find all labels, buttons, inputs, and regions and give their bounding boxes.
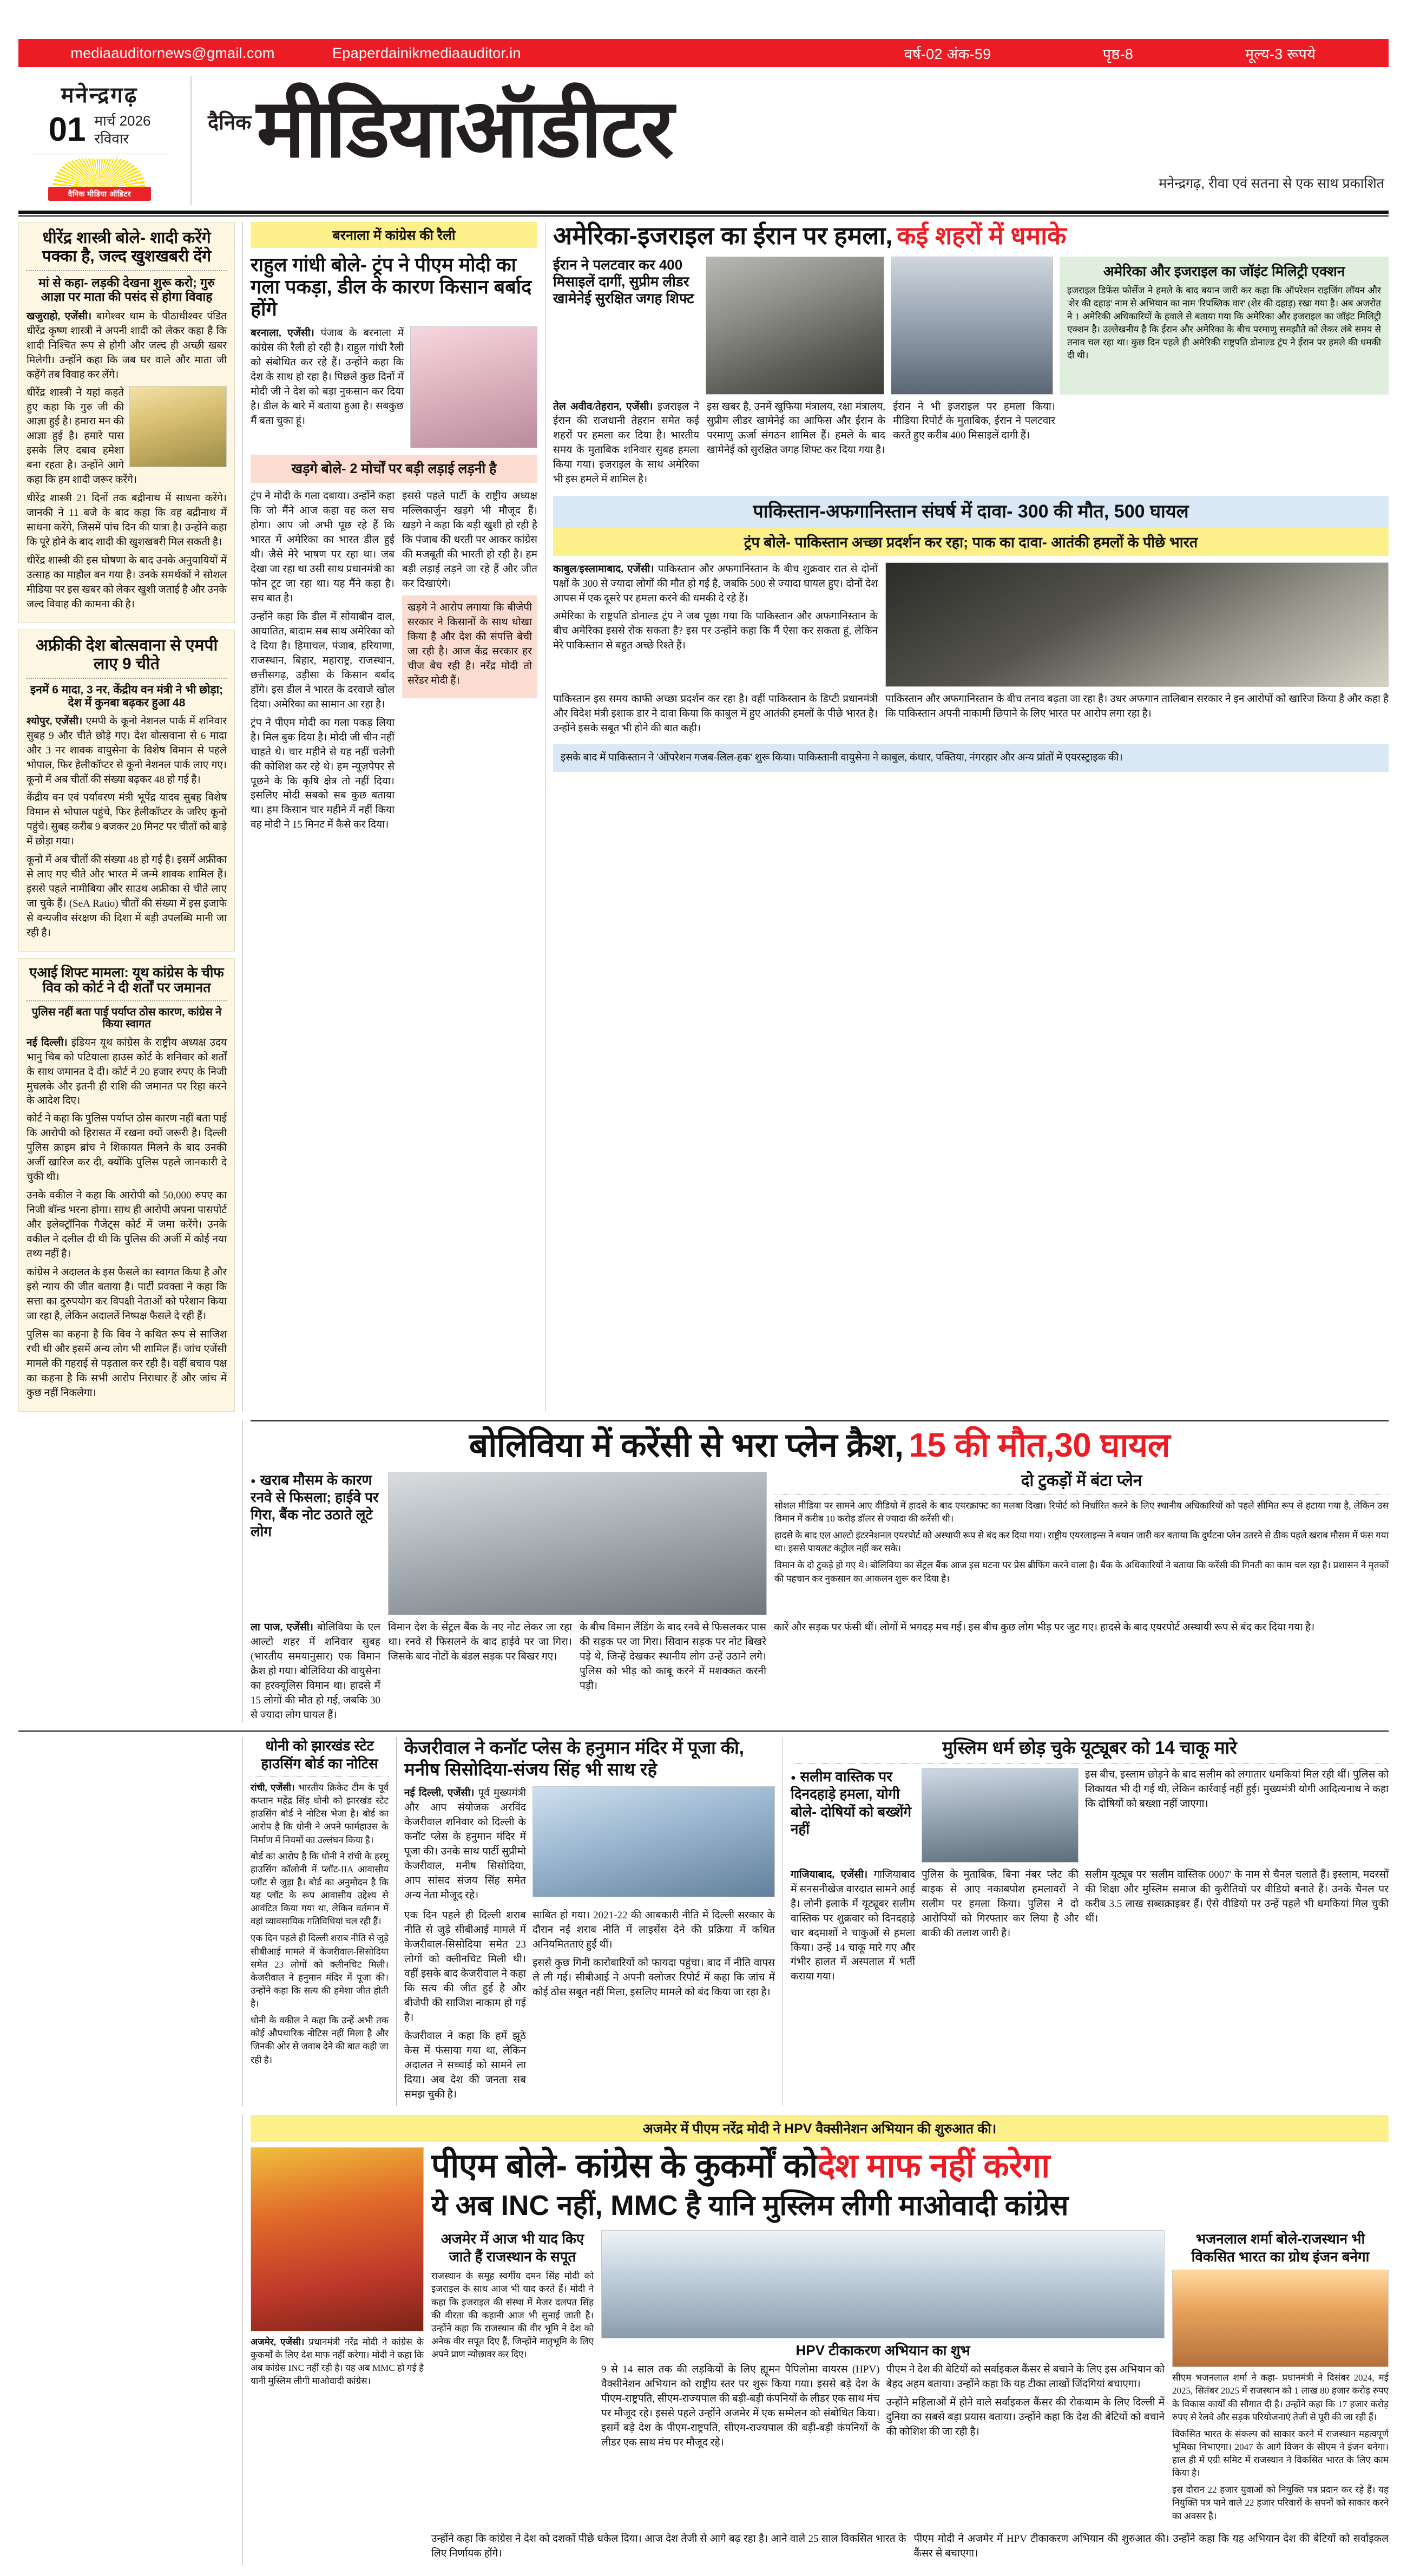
modi-sub1-headline: अजमेर में आज भी याद किए जाते हैं राजस्थान के सपूत — [440, 2231, 584, 2265]
iran-side-box — [1060, 257, 1389, 395]
pakistan-body-2: अमेरिका के राष्ट्रपति डोनाल्ड ट्रंप ने जब पूछा गया कि पाकिस्तान और अफगानिस्तान के बीच अमेरिका इससे रोक सकता है? इस पर उन्होंने कहा कि मैं ऐसा कर सकता हूं, लेकिन मेरे पाकिस्तान से बहुत अच्छे रिश्ते हैं। — [553, 611, 878, 652]
bolivia-story — [242, 1420, 1389, 1723]
newspaper-page — [0, 39, 1407, 2576]
youtuber-bullet: ● सलीम वास्तिक पर दिनदहाड़े हमला, योगी बोले- दोषियों को बख्शेंगे नहीं — [791, 1768, 915, 1838]
kejriwal-body: पूर्व मुख्यमंत्री और आप संयोजक अरविंद केजरीवाल शनिवार को दिल्ली के कनॉट प्लेस के हनुमान मंदिर में पूजा की। उनके साथ पार्टी सुप्रीमो केजरीवाल, मनीष सिसोदिया, आप सांसद संजय सिंह समेत अन्य नेता मौजूद रहे। — [404, 1787, 527, 1902]
dhoni-body-3: एक दिन पहले ही दिल्ली शराब नीति से जुड़े सीबीआई मामले में केजरीवाल-सिसोदिया समेत 23 लोगों को क्लीनचिट मिली। केजरीवाल ने हनुमान मंदिर में पूजा की। उन्होंने कहा कि सत्य की हमेशा जीत होती है। — [251, 1933, 389, 2009]
rahul-dateline: बरनाला, एजेंसी। — [251, 327, 314, 339]
cheetah-body-2: केंद्रीय वन एवं पर्यावरण मंत्री भूपेंद्र यादव सुबह विशेष विमान से भोपाल पहुंचे, फिर हेलीकॉप्टर के जरिए कूनो पहुंचे। सुबह करीब 9 बजकर 20 मिनट पर चीतों को बाड़े में छोड़ा गया। — [27, 792, 227, 848]
modi-dateline: अजमेर, एजेंसी। — [251, 2336, 305, 2347]
bhajanlal-sharma-photo — [1172, 2270, 1389, 2367]
pakistan-blast-photo — [885, 562, 1389, 687]
masthead-left — [18, 76, 192, 205]
kharge-headline: खड़गे बोले- 2 मोर्चों पर बड़ी लड़ाई लड़नी है — [291, 461, 497, 477]
rahul-kicker: बरनाला में कांग्रेस की रैली — [251, 222, 537, 248]
shastri-headline[interactable]: धीरेंद्र शास्त्री बोले- शादी करेंगे पक्का है, जल्द खुशखबरी देंगे — [42, 229, 212, 265]
modi-body-3: पीएम मोदी ने अजमेर में HPV टीकाकरण अभियान की शुरुआत की। उन्होंने कहा कि यह अभियान देश की बेटियों को सर्वाइकल कैंसर से बचाएगा। — [913, 2533, 1389, 2559]
pakistan-body: पाकिस्तान और अफगानिस्तान के बीच शुक्रवार रात से दोनों पक्षों के 300 से ज्यादा लोगों की मौत हो गई है, जबकि 500 से ज्यादा घायल हुए। दोनों देश आपस में एक दूसरे पर हमला करने की धमकी दे रहे हैं। — [553, 563, 878, 605]
shastri-photo — [129, 386, 227, 467]
bolivia-body-2: विमान देश के सेंट्रल बैंक के नए नोट लेकर जा रहा था। रनवे से फिसलने के बाद हाईवे पर जा गिरा। जिसके बाद नोटों के बंडल सड़क पर बिखर गए। — [388, 1622, 572, 1663]
left-sidebar-column — [18, 222, 235, 1412]
divider — [791, 1763, 1389, 1764]
bolivia-right-body: सोशल मीडिया पर सामने आए वीडियो में हादसे के बाद एयरक्राफ्ट का मलबा दिखा। रिपोर्ट को निर्धारित करने के लिए स्थानीय अधिकारियों को पहले सीमित रूप से हटाया गया है, लेकिन उस विमान में करीब 10 करोड़ डॉलर से ज्यादा की करेंसी थी। — [774, 1500, 1389, 1524]
modi-sub1-body: राजस्थान के समूह स्वर्गीय दमन सिंह मोदी को इजराइल के साथ आज भी याद करते हैं। मोदी ने कहा कि इजराइल की संस्था में मेजर दलपत सिंह की वीरता की कहानी आज भी सुनाई जाती है। उन्होंने कहा कि राजस्थान की वीर भूमि ने देश को अनेक वीर सपूत दिए हैं, जिन्होंने मातृभूमि के लिए अपने प्राण न्योछावर कर दिए। — [431, 2271, 594, 2360]
youtuber-body-2: पुलिस के मुताबिक, बिना नंबर प्लेट की बाइक से आए नकाबपोश हमलावरों ने सलीम पर हमला किया। पुलिस ने दो आरोपियों को गिरफ्तार कर लिया है और बाकी की तलाश जारी है। — [922, 1869, 1079, 1939]
bolivia-right-body-2: हादसे के बाद एल आल्टो इंटरनेशनल एयरपोर्ट को अस्थायी रूप से बंद कर दिया गया। राष्ट्रीय एयरलाइन्स ने बयान जारी कर बताया कि दुर्घटना प्लेन उतरने से ठीक पहले खराब मौसम में फंस गया था। इससे पायलट कंट्रोल नहीं कर सके। — [774, 1530, 1389, 1554]
youth-congress-body-4: कांग्रेस ने अदालत के इस फैसले का स्वागत किया है और इसे न्याय की जीत बताया है। पार्टी प्रवक्ता ने कहा कि सत्ता का दुरुपयोग कर विपक्षी नेताओं को परेशान किया जा रहा है, लेकिन अदालतें निष्पक्ष फैसले दे रही हैं। — [27, 1267, 227, 1322]
rahul-body-2: ट्रंप ने मोदी के गला दबाया। उन्होंने कहा कि जो मैंने आज कहा वह कल सच होगा। आप जो अभी पूछ रहे हैं कि भारत में अमेरिका का भारत डील हुई थी। जैसे मेरे भाषण पर रहा था। जब देखा जा रहा था उसी साथ प्रधानमंत्री का फोन टूट जा रहा था। यह मैंने कहा है। सच बात है। — [251, 490, 395, 604]
youth-congress-body-5: पुलिस का कहना है कि विव ने कथित रूप से साजिश रची थी और इसमें अन्य लोग भी शामिल हैं। जांच एजेंसी मामले की गहराई से पड़ताल कर रही है। वहीं बचाव पक्ष का कहना है कि सभी आरोप निराधार हैं और जांच में कुछ नहीं निकलेगा। — [27, 1329, 227, 1399]
sun-logo-icon — [43, 159, 156, 205]
iran-body-2: इस खबर है, उनमें खुफिया मंत्रालय, रक्षा मंत्रालय, सुप्रीम लीडर खामेनेई का आफिस और ईरान के परमाणु ऊर्जा संगठन शामिल हैं। हमले के बाद खामेनेई को सुरक्षित जगह शिफ्ट कर दिया गया है। — [707, 401, 885, 456]
bolivia-headline-black[interactable]: बोलिविया में करेंसी से भरा प्लेन क्रैश, — [469, 1426, 904, 1464]
masthead-tagline: मनेन्द्रगढ़, रीवा एवं सतना से एक साथ प्रकाशित — [1159, 175, 1384, 191]
divider — [27, 270, 227, 271]
iran-body: इजराइल ने ईरान की राजधानी तेहरान समेत कई शहरों पर हमला कर दिया है। भारतीय समय के मुताबिक शनिवार सुबह हमला किया गया। इजराइल के साथ अमेरिका भी इस हमले में शामिल है। — [553, 401, 699, 486]
top-content-row — [18, 222, 1389, 1412]
modi-body-2: उन्होंने कहा कि कांग्रेस ने देश को दशकों पीछे धकेल दिया। आज देश तेजी से आगे बढ़ रहा है। आने वाले 25 साल विकसित भारत के लिए निर्णायक होंगे। — [431, 2533, 906, 2559]
youtuber-dateline: गाजियाबाद, एजेंसी। — [791, 1869, 868, 1880]
shastri-body-4: धीरेंद्र शास्त्री की इस घोषणा के बाद उनके अनुयायियों में उत्साह का माहौल बन गया है। उनके समर्थकों ने सोशल मीडिया पर इस खबर को लेकर खुशी जताई है और उनके जल्द विवाह की कामना की है। — [27, 555, 227, 611]
bolivia-plane-photo — [388, 1472, 767, 1615]
bolivia-right-body-3: विमान के दो टुकड़े हो गए थे। बोलिविया का सेंट्रल बैंक आज इस घटना पर प्रेस ब्रीफिंग करने वाला है। बैंक के अधिकारियों ने बताया कि करेंसी की गिनती का काम चल रहा है। प्रशासन ने मृतकों की पहचान कर नुकसान का आकलन शुरू कर दिया है। — [774, 1560, 1389, 1584]
sun-rays-icon — [52, 159, 146, 189]
iran-side-body: इजराइल डिफेंस फोर्सेज ने हमले के बाद बयान जारी कर कहा कि ऑपरेशन राइजिंग लॉयन और 'शेर की दहाड़' नाम से अभियान का नाम 'रिपब्लिक वार' (शेर की दहाड़) रखा गया है। अब अजरोत ने 1 अमेरिकी अधिकारियों के हवाले से बताया गया कि अमेरिका और इजराइल का जॉइंट मिलिट्री एक्शन है। उल्लेखनीय है कि ईरान और अमेरिका के बीच परमाणु समझौते को लेकर लंबे समय से तनाव चल रहा था। कुछ दिन पहले ही अमेरिकी राष्ट्रपति डोनाल्ड ट्रंप ने ईरान पर हमले की धमकी दी थी। — [1067, 285, 1381, 361]
bolivia-bullet-1: ● खराब मौसम के कारण रनवे से फिसला; हाईवे पर गिरा, बैंक नोट उठाते लूटे लोग — [251, 1472, 380, 1541]
pakistan-dateline: काबुल/इस्लामाबाद, एजेंसी। — [553, 563, 654, 575]
page-title: मीडियाऑडीटर — [257, 82, 673, 174]
modi-sub2-headline: HPV टीकाकरण अभियान का शुभ — [795, 2342, 970, 2359]
dhoni-dateline: रांची, एजेंसी। — [251, 1782, 295, 1793]
rahul-body-3: उन्होंने कहा कि डील में सोयाबीन दाल, आयातित, बादाम सब साथ अमेरिका को दे दिया है। हिमाचल, पंजाब, हरियाणा, राजस्थान, बिहार, महाराष्ट्र, राजस्थान, छत्तीसगढ़, उड़ीसा के किसान बर्बाद होंगे। इस डील ने भारत के दरवाजे खोल दिया। अमेरिका का सामान आ रहा है। — [251, 611, 395, 710]
kejriwal-photo — [532, 1786, 775, 1897]
month-year: मार्च 2026 — [94, 113, 151, 129]
kejriwal-right-body-2: इससे कुछ गिनी कारोबारियों को फायदा पहुंचा। बाद में नीति वापस ले ली गई। सीबीआई ने अपनी क्लोजर रिपोर्ट में कहा कि जांच में कोई ठोस सबूत नहीं मिला, इसलिए मामले को बंद किया जा रहा है। — [532, 1957, 775, 1998]
masthead-right — [192, 76, 1389, 205]
day-number: 01 — [48, 110, 86, 148]
bolivia-bullet-2: दो टुकड़ों में बंटा प्लेन — [1021, 1472, 1142, 1490]
dhoni-story — [242, 1737, 389, 2106]
modi-sub2-body-3: उन्होंने महिलाओं में होने वाले सर्वाइकल कैंसर की रोकथाम के लिए दिल्ली में दुनिया का सबसे बड़ा प्रयास बताया। उन्होंने कहा कि देश की बेटियों को बचाने की कोशिश की जा रही है। — [886, 2397, 1165, 2438]
header-rule-thin — [18, 215, 1389, 217]
iran-city-photo — [891, 257, 1053, 395]
kejriwal-body-2: एक दिन पहले ही दिल्ली शराब नीति से जुड़े सीबीआई मामले में केजरीवाल-सिसोदिया समेत 23 लोगों को क्लीनचिट मिली थी। वहीं इसके बाद केजरीवाल ने कहा कि सत्य की जीत हुई है और बीजेपी की साजिश नाकाम हो गई है। — [404, 1910, 526, 2023]
cheetah-subhead: इनमें 6 मादा, 3 नर, केंद्रीय वन मंत्री ने भी छोड़ा; देश में कुनबा बढ़कर हुआ 48 — [30, 684, 223, 709]
hpv-event-photo — [601, 2230, 1165, 2338]
date-block — [49, 112, 151, 147]
youth-congress-body-3: उनके वकील ने कहा कि आरोपी को 50,000 रुपए का निजी बॉन्ड भरना होगा। साथ ही आरोपी अपना पासपोर्ट और इलेक्ट्रॉनिक गैजेट्स कोर्ट में जमा करेंगे। उनके वकील ने दलील दी थी कि पुलिस की अर्जी में कोई नया तथ्य नहीं है। — [27, 1190, 227, 1260]
kejriwal-body-3: केजरीवाल ने कहा कि हमें झूठे केस में फंसाया गया था, लेकिन अदालत ने सच्चाई को सामने ला दिया। अब देश की जनता सब समझ चुकी है। — [404, 2030, 526, 2100]
mid-row-rule — [18, 1731, 1389, 1732]
epaper-website[interactable]: Epaperdainikmediaauditor.in — [332, 44, 521, 61]
pakistan-header-band — [553, 496, 1389, 527]
youtuber-photo — [922, 1768, 1079, 1863]
youth-congress-subhead: पुलिस नहीं बता पाई पर्याप्त ठोस कारण, कांग्रेस ने किया स्वागत — [31, 1006, 222, 1031]
kejriwal-dateline: नई दिल्ली, एजेंसी। — [404, 1787, 475, 1799]
page-count: पृष्ठ-8 — [1102, 45, 1134, 62]
logo-band-label: दैनिक मीडिया ऑडिटर — [48, 187, 151, 201]
weekday: रविवार — [94, 130, 129, 147]
divider — [27, 678, 227, 679]
shastri-body: बागेश्वर धाम के पीठाधीश्वर पंडित धीरेंद्र कृष्ण शास्त्री ने अपनी शादी को लेकर कहा है कि शादी निश्चित रूप से होगी और जल्द ही अच्छी खबर मिलेगी। उन्होंने कहा कि जब घर वाले और माता जी कहेंगे तब विवाह कर लेंगे। — [27, 310, 227, 381]
youtuber-headline[interactable]: मुस्लिम धर्म छोड़ चुके यूट्यूबर को 14 चाकू मारे — [942, 1738, 1237, 1758]
youth-congress-body: इंडियन यूथ कांग्रेस के राष्ट्रीय अध्यक्ष उदय भानु चिब को पटियाला हाउस कोर्ट के शनिवार को शर्तों के साथ जमानत दे दी। कोर्ट ने 20 हजार रुपए के निजी मुचलके और इतनी ही राशि की जमानत पर रिहा करने के आदेश दिए। — [27, 1037, 227, 1107]
cheetah-story — [18, 630, 235, 952]
cheetah-dateline: श्योपुर, एजेंसी। — [27, 716, 83, 727]
shastri-body-2: धीरेंद्र शास्त्री ने यहां कहते हुए कहा कि गुरु जी की आज्ञा हुई है। हमारा मन की आज्ञा हुई है। हमारे पास इसके लिए दबाव हमेशा बना रहता है। उन्होंने आगे कहा कि हम शादी जरूर करेंगे। — [27, 386, 137, 486]
bolivia-headline-red[interactable]: 15 की मौत,30 घायल — [909, 1426, 1171, 1464]
rahul-gandhi-photo — [410, 326, 537, 448]
iran-kicker: ईरान ने पलटवार कर 400 मिसाइलें दागीं, सुप्रीम लीडर खामेनेई सुरक्षित जगह शिफ्ट — [553, 256, 694, 306]
modi-sub3-body: सीएम भजनलाल शर्मा ने कहा- प्रधानमंत्री ने दिसंबर 2024, मई 2025, सितंबर 2025 में राजस्थान को 1 लाख 80 हजार करोड़ रुपए के विकास कार्यों की सौगात दी है। उन्होंने कहा कि 17 हजार करोड़ रुपए से रेलवे और सड़क परियोजनाएं तेजी से पूरी की जा रही हैं। — [1172, 2372, 1389, 2422]
shastri-body-3: धीरेंद्र शास्त्री 21 दिनों तक बद्रीनाथ में साधना करेंगे। जानकी ने 11 बजे के बाद कहा कि वह बद्रीनाथ में साधना करेंगे, जिसमें पांच दिन की यात्रा है। उन्होंने कहा कि पूरे होने के बाद शादी की खुशखबरी मिल सकती है। — [27, 493, 227, 548]
youth-congress-dateline: नई दिल्ली। — [27, 1037, 68, 1048]
iran-dateline: तेल अवीव/तेहरान, एजेंसी। — [553, 401, 653, 412]
bolivia-dateline: ला पाज, एजेंसी। — [251, 1622, 313, 1634]
masthead — [18, 67, 1389, 208]
dhoni-body-2: बोर्ड का आरोप है कि धोनी ने रांची के हरमू हाउसिंग कॉलोनी में प्लॉट-IIA आवासीय प्लॉट से जुड़ा है। बोर्ड का अनुमोदन है कि यह प्लॉट के रूप आवासीय उद्देश्य से आवंटित किया गया था, लेकिन वर्तमान में वहां व्यावसायिक गतिविधियां चल रही हैं। — [251, 1851, 389, 1927]
modi-sub3-headline: भजनलाल शर्मा बोले-राजस्थान भी विकसित भारत का ग्रोथ इंजन बनेगा — [1191, 2231, 1370, 2265]
rahul-body-4: ट्रंप ने पीएम मोदी का गला पकड़ लिया है। मिल बुक दिया है। मोदी जी चीन नहीं चाहते थे। चार महीने से यह नहीं चलेगी की कोशिश कर रहे थे। हम न्यूज़पेपर से पूछने के कि कृषि क्षेत्र तो नहीं दिया। इसलिए मोदी सबको सब कुछ बताया था। हम किसान चार महीने में नहीं किया वह मोदी ने 15 मिनट में कैसे कर दिया। — [251, 717, 395, 831]
iran-body-3: ईरान ने भी इजराइल पर हमला किया। मीडिया रिपोर्ट के मुताबिक, ईरान ने पलटवार करते हुए करीब 400 मिसाइलें दागी हैं। — [893, 401, 1055, 442]
modi-headline-2[interactable]: ये अब INC नहीं, MMC है यानि मुस्लिम लीगी माओवादी कांग्रेस — [431, 2190, 1069, 2222]
shastri-story — [18, 222, 235, 623]
mid-row — [18, 1737, 1389, 2106]
kejriwal-right-body: साबित हो गया। 2021-22 की आबकारी नीति में दिल्ली सरकार के दौरान नई शराब नीति में लाइसेंस देने की प्रक्रिया में कथित अनियमितताएं हुईं थीं। — [532, 1910, 775, 1950]
edition-city: मनेन्द्रगढ़ — [61, 83, 139, 107]
email-address[interactable]: mediaauditornews@gmail.com — [70, 44, 275, 61]
divider — [27, 1000, 227, 1001]
shastri-subhead: मां से कहा- लड़की देखना शुरू करो; गुरु आज्ञा पर माता की पसंद से होगा विवाह — [38, 276, 215, 304]
masthead-prefix: दैनिक — [208, 111, 252, 134]
youtuber-right-body: इस बीच, इस्लाम छोड़ने के बाद सलीम को लगातार धमकियां मिल रही थीं। पुलिस को शिकायत भी दी गई थी, लेकिन कार्रवाई नहीं हुई। मुख्यमंत्री योगी आदित्यनाथ ने कहा कि दोषियों को बख्शा नहीं जाएगा। — [1085, 1768, 1389, 1810]
modi-row — [18, 2115, 1389, 2565]
pakistan-headline[interactable]: पाकिस्तान-अफगानिस्तान संघर्ष में दावा- 300 की मौत, 500 घायल — [753, 501, 1189, 522]
iran-headline-black[interactable]: अमेरिका-इजराइल का ईरान पर हमला, — [553, 221, 893, 250]
modi-body: प्रधानमंत्री नरेंद्र मोदी ने कांग्रेस के कुकर्मों के लिए देश माफ नहीं करेगा। मोदी ने कहा कि अब कांग्रेस INC नहीं रही है। यह अब MMC हो गई है यानी मुस्लिम लीगी माओवादी कांग्रेस। — [251, 2336, 424, 2386]
modi-headline-1-red[interactable]: देश माफ नहीं करेगा — [817, 2147, 1050, 2185]
modi-headline-1-black[interactable]: पीएम बोले- कांग्रेस के कुकर्मों को — [431, 2147, 818, 2185]
cheetah-headline[interactable]: अफ्रीकी देश बोत्सवाना से एमपी लाए 9 चीते — [35, 637, 218, 673]
youth-congress-headline[interactable]: एआई शिफ्ट मामला: यूथ कांग्रेस के चीफ विव को कोर्ट ने दी शर्तों पर जमानत — [29, 965, 224, 995]
cheetah-body-3: कूनो में अब चीतों की संख्या 48 हो गई है। इसमें अफ्रीका से लाए गए चीते और भारत में जन्मे शावक शामिल हैं। इससे पहले नामीबिया और साउथ अफ्रीका से चीते लाए जा चुके हैं। (SeA Ratio) चीतों की संख्या में इस इजाफे से वन्यजीव संरक्षण की दिशा में बड़ी उपलब्धि मानी जा रही है। — [27, 854, 227, 939]
youth-congress-story — [18, 958, 235, 1412]
modi-kicker: अजमेर में पीएम नरेंद्र मोदी ने HPV वैक्सीनेशन अभियान की शुरुआत की। — [251, 2115, 1389, 2142]
rahul-headline[interactable]: राहुल गांधी बोले- ट्रंप ने पीएम मोदी का गला पकड़ा, डील के कारण किसान बर्बाद होंगे — [251, 253, 532, 320]
kejriwal-story — [396, 1737, 775, 2106]
bolivia-row — [18, 1420, 1389, 1723]
header-rule-thick — [18, 211, 1389, 214]
rahul-body: पंजाब के बरनाला में कांग्रेस की रैली हो रही है। राहुल गांधी रैली को संबोधित कर रहे हैं। उन्होंने कहा कि देश के साथ हो रहा है। पिछले कुछ दिनों में मोदी जी ने देश को बड़ा नुकसान कर दिया है। डील के बारे में बताया हुआ है। सबकुछ मैं बता चुका हूं। — [251, 327, 404, 427]
pakistan-kicker: ट्रंप बोले- पाकिस्तान अच्छा प्रदर्शन कर रहा; पाक का दावा- आतंकी हमलों के पीछे भारत — [553, 527, 1389, 556]
pakistan-body-4: पाकिस्तान और अफगानिस्तान के बीच तनाव बढ़ता जा रहा है। उधर अफगान तालिबान सरकार ने इन आरोपों को खारिज किया है और कहा है कि पाकिस्तान अपनी नाकामी छिपाने के लिए भारत पर आरोप लगा रहा है। — [885, 693, 1389, 720]
kharge-body: इससे पहले पार्टी के राष्ट्रीय अध्यक्ष मल्लिकार्जुन खड़गे भी मौजूद हैं। खड़गे ने कहा कि बड़ी खुशी हो रही है कि पंजाब की धरती पर आकर कांग्रेस की मजबूती की भारती हो रही है। हम बड़ी लड़ाई लड़ने जा रहे हैं और जीत कर दिखाएंगे। — [402, 490, 537, 589]
modi-sub3-body-2: विकसित भारत के संकल्प को साकार करने में राजस्थान महत्वपूर्ण भूमिका निभाएगा। 2047 के आगे विजन के सीएम ने इंजन बनेगा। हाल ही में एग्री समिट में राजस्थान ने विकसित भारत के लिए काम किया है। — [1172, 2428, 1389, 2479]
dhoni-headline[interactable]: धोनी को झारखंड स्टेट हाउसिंग बोर्ड का नोटिस — [261, 1738, 378, 1772]
pakistan-body-5: इसके बाद में पाकिस्तान ने 'ऑपरेशन गजब-लिल-हक' शुरू किया। पाकिस्तानी वायुसेना ने काबुल, कंधार, पक्तिया, नंगरहार और अन्य प्रांतों में एयरस्ट्राइक की। — [561, 752, 1123, 764]
volume-issue: वर्ष-02 अंक-59 — [904, 45, 991, 62]
youtuber-story — [783, 1737, 1389, 2106]
rahul-gandhi-column — [242, 222, 537, 1412]
bolivia-right-body-4: कारें और सड़क पर फंसी थीं। लोगों में भगदड़ मच गई। इस बीच कुछ लोग भीड़ पर जुट गए। हादसे के बाद एयरपोर्ट अस्थायी रूप से बंद कर दिया गया है। — [774, 1622, 1315, 1634]
top-contact-bar — [18, 39, 1389, 67]
youth-congress-body-2: कोर्ट ने कहा कि पुलिस पर्याप्त ठोस कारण नहीं बता पाई कि आरोपी को हिरासत में रखना क्यों जरूरी है। दिल्ली पुलिस क्राइम ब्रांच ने शिकायत मिलने के बाद उनकी अर्जी खारिज कर दी, क्योंकि पुलिस पहले जानकारी दे चुकी थी। — [27, 1113, 227, 1183]
iran-headline-red[interactable]: कई शहरों में धमाके — [897, 221, 1067, 250]
youtuber-body: गाजियाबाद में सनसनीखेज वारदात सामने आई है। लोनी इलाके में यूट्यूबर सलीम वास्तिक पर शुक्रवार को दिनदहाड़े चार बदमाशों ने चाकुओं से हमला किया। उन्हें 14 चाकू मारे गए और गंभीर हालत में अस्पताल में भर्ती कराया गया। — [791, 1869, 916, 1983]
modi-story — [242, 2115, 1389, 2565]
bolivia-top-rule — [251, 1420, 1389, 1421]
shastri-dateline: खजुराहो, एजेंसी। — [27, 310, 92, 322]
pakistan-body-3: पाकिस्तान इस समय काफी अच्छा प्रदर्शन कर रहा है। वहीं पाकिस्तान के डिप्टी प्रधानमंत्री और विदेश मंत्री इशाक डार ने दावा किया कि काबुल में हुए आतंकी हमलों के पीछे भारत है। उन्होंने इसके सबूत भी होने की बात कही। — [553, 693, 878, 735]
dhoni-body-4: धोनी के वकील ने कहा कि उन्हें अभी तक कोई औपचारिक नोटिस नहीं मिला है और जिनकी ओर से जवाब देने की बात कही जा रही है। — [251, 2015, 389, 2065]
modi-sub3-body-3: इस दौरान 22 हजार युवाओं को नियुक्ति पत्र प्रदान कर रहे हैं। यह नियुक्ति पत्र पाने वाले 22 हजार परिवारों के सपनों को साकार करने का अवसर है। — [1172, 2485, 1389, 2521]
modi-photo — [251, 2147, 424, 2331]
price: मूल्य-3 रूपये — [1245, 45, 1316, 62]
modi-sub2-body-2: पीएम ने देश की बेटियों को सर्वाइकल कैंसर से बचाने के लिए इस अभियान को बेहद अहम बताया। उन्होंने कहा कि यह टीका लाखों जिंदगियां बचाएगा। — [886, 2364, 1165, 2390]
bolivia-body-3: के बीच विमान लैंडिंग के बाद रनवे से फिसलकर पास की सड़क पर जा गिरा। सिवान सड़क पर नोट बिखरे पड़े थे, जिन्हें देखकर स्थानीय लोग उन्हें उठाने लगे। पुलिस को भीड़ को काबू करने में मशक्कत करनी पड़ी। — [580, 1622, 766, 1692]
kharge-body-2: खड़गे ने आरोप लगाया कि बीजेपी सरकार ने किसानों के साथ धोखा किया है और देश की संपत्ति बेची जा रही है। आज केंद्र सरकार हर चीज बेच रही है। नरेंद्र मोदी तो सरेंडर मोदी हैं। — [407, 601, 532, 686]
modi-sub2-body: 9 से 14 साल तक की लड़कियों के लिए ह्यूमन पैपिलोमा वायरस (HPV) वैक्सीनेशन अभियान को राष्ट्रीय स्तर पर शुरू किया गया। इससे बड़े देश के पीएम-राष्ट्रपति, सीएम-राज्यपाल की बड़ी-बड़ी कंपनियों के लीडर एक साथ मंच पर मौजूद रहे। इससे पहले उन्होंने अजमेर में एक सम्मेलन को संबोधित किया। इसमें बड़े देश के पीएम-राष्ट्रपति, सीएम-राज्यपाल की बड़ी-बड़ी कंपनियों के लीडर एक साथ मंच पर मौजूद रहे। — [601, 2364, 880, 2449]
youtuber-right-body-2: सलीम यूट्यूब पर 'सलीम वास्तिक 0007' के नाम से चैनल चलाते हैं। इस्लाम, मदरसों की शिक्षा और मुस्लिम समाज की कुरीतियों पर वीडियो बनाते हैं। उनके चैनल पर करीब 3.5 लाख सब्सक्राइबर हैं। ऐसे वीडियो पर उन्हें पहले भी धमकियां मिल चुकी थीं। — [1085, 1869, 1389, 1924]
international-news-block — [545, 222, 1389, 1412]
kharge-side-box — [251, 455, 537, 483]
bolivia-body: बोलिविया के एल आल्टो शहर में शनिवार सुबह (भारतीय समयानुसार) एक विमान क्रैश हो गया। बोलिविया की वायुसेना का हरक्यूलिस विमान था। हादसे में 15 लोगों की मौत हो गई, जबकि 30 से ज्यादा लोग घायल हैं। — [251, 1622, 380, 1721]
iran-smoke-photo — [706, 257, 884, 395]
dhoni-body: भारतीय क्रिकेट टीम के पूर्व कप्तान महेंद्र सिंह धोनी को झारखंड स्टेट हाउसिंग बोर्ड ने नोटिस भेजा है। बोर्ड का आरोप है कि धोनी ने अपने फार्महाउस के निर्माण में नियमों का उल्लंघन किया है। — [251, 1782, 389, 1845]
iran-side-headline: अमेरिका और इजराइल का जॉइंट मिलिट्री एक्शन — [1103, 263, 1345, 279]
kejriwal-headline[interactable]: केजरीवाल ने कनॉट प्लेस के हनुमान मंदिर में पूजा की, मनीष सिसोदिया-संजय सिंह भी साथ रहे — [404, 1738, 744, 1779]
cheetah-body: एमपी के कूनो नेशनल पार्क में शनिवार सुबह 9 और चीते छोड़े गए। देश बोत्सवाना से 6 मादा और 3 नर शावक वायुसेना के विशेष विमान से पहले भोपाल, फिर हेलीकॉप्टर से कूनो नेशनल पार्क लाए गए। कूनो में अब चीतों की संख्या बढ़कर 48 हो गई है। — [27, 716, 227, 786]
